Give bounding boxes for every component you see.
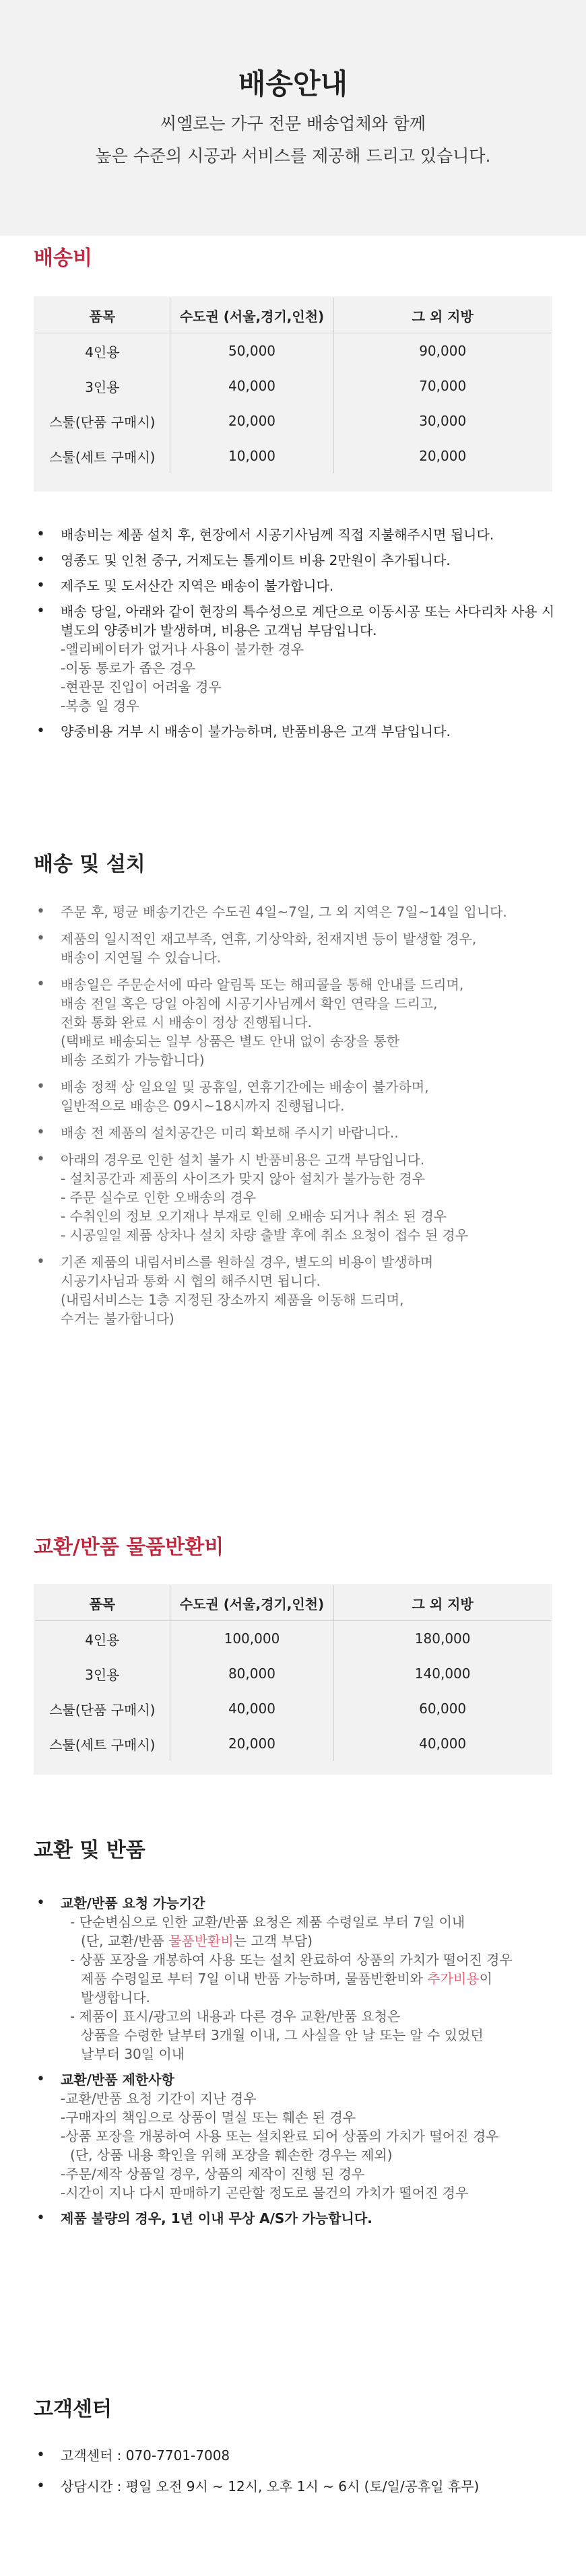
table-cell: 3인용	[85, 378, 120, 395]
list-subitem: -이동 통로가 좁은 경우	[61, 660, 196, 676]
table-cell: 180,000	[334, 1621, 551, 1657]
list-item: • 배송 당일, 아래와 같이 현장의 특수성으로 계단으로 이동시공 또는 사다리차 사용 시 별도의 양중비가 발생하며, 비용은 고객님 부담입니다. -엘리베이터가 없거나 사용이 불가한 경우 -이동 통로가 좁은 경우 -현관문 진입이 어려울 경우 -복층 일 경우	[34, 602, 566, 715]
list-item: • 교환/반품 요청 가능기간 - 단순변심으로 인한 교환/반품 요청은 제품 수령일로 부터 7일 이내 (단, 교환/반품 물품반환비는 고객 부담) - 상품 포장을 개봉하여 사용 또는 설치 완료하여 상품의 가치가 떨어진 경우 제품 수령일로 부터 7일 이내 반품 가능하며, 물품반환비와 추가비용이 발생합니다. - 제품이 표시/광고의 내용과 다른 경우 교환/반품 요청은 상품을 수령한 날부터 3개월 이내, 그 사실을 안 날 또는 알 수 있었던 날부터 30일 이내	[34, 1894, 566, 2063]
page-title: 배송안내	[238, 67, 348, 100]
return-fee-table	[35, 1585, 551, 1761]
customer-center-info	[34, 2446, 566, 2503]
list-subitem: -복층 일 경우	[61, 698, 139, 714]
list-item: • 기존 제품의 내림서비스를 원하실 경우, 별도의 비용이 발생하며 시공기사님과 통화 시 협의 해주시면 됩니다. (내림서비스는 1층 지정된 장소까지 제품을 이동해 드리며, 수거는 불가합니다)	[34, 1253, 566, 1328]
table-cell: 40,000	[170, 1691, 334, 1726]
table-cell: 4인용	[85, 1631, 120, 1648]
table-cell: 40,000	[334, 1726, 551, 1761]
column-header-metro: 수도권 (서울,경기,인천)	[170, 298, 334, 333]
list-subitem: -현관문 진입이 어려울 경우	[61, 679, 222, 695]
delivery-notes	[34, 902, 566, 1336]
section-title-customer-center: 고객센터	[34, 2398, 112, 2421]
table-cell: 20,000	[334, 438, 551, 473]
shipping-fee-table	[35, 298, 551, 473]
table-cell: 10,000	[170, 438, 334, 473]
hero-subtitle-line-1: 씨엘로는 가구 전문 배송업체와 함께	[160, 114, 426, 133]
return-fee-table-panel	[34, 1584, 552, 1775]
section-title-shipping-fee: 배송비	[34, 246, 92, 270]
table-cell: 100,000	[170, 1621, 334, 1657]
table-cell: 30,000	[334, 403, 551, 438]
list-item: • 제주도 및 도서산간 지역은 배송이 불가합니다.	[34, 576, 566, 595]
table-cell: 스툴(단품 구매시)	[49, 1701, 156, 1718]
list-item: • 배송 정책 상 일요일 및 공휴일, 연휴기간에는 배송이 불가하며, 일반적으로 배송은 09시~18시까지 진행됩니다.	[34, 1078, 566, 1115]
list-item: • 배송일은 주문순서에 따라 알림톡 또는 해피콜을 통해 안내를 드리며, 배송 전일 혹은 당일 아침에 시공기사님께서 확인 연락을 드리고, 전화 통화 완료 시 배송이 정상 진행됩니다. (택배로 배송되는 일부 상품은 별도 안내 없이 송장을 통한 배송 조회가 가능합니다)	[34, 975, 566, 1069]
table-cell: 60,000	[334, 1691, 551, 1726]
list-item: • 교환/반품 제한사항 -교환/반품 요청 기간이 지난 경우 -구매자의 책임으로 상품이 멸실 또는 훼손 된 경우 -상품 포장을 개봉하여 사용 또는 설치완료 되어 상품의 가치가 떨어진 경우 (단, 상품 내용 확인을 위해 포장을 훼손한 경우는 제외) -주문/제작 상품일 경우, 상품의 제작이 진행 된 경우 -시간이 지나 다시 판매하기 곤란할 정도로 물건의 가치가 떨어진 경우	[34, 2070, 566, 2202]
table-cell: 20,000	[170, 403, 334, 438]
list-item: • 제품 불량의 경우, 1년 이내 무상 A/S가 가능합니다.	[34, 2209, 566, 2228]
table-cell: 80,000	[170, 1656, 334, 1691]
list-item: • 배송 전 제품의 설치공간은 미리 확보해 주시기 바랍니다..	[34, 1123, 566, 1142]
list-item: • 영종도 및 인천 중구, 거제도는 톨게이트 비용 2만원이 추가됩니다.	[34, 551, 566, 570]
table-row	[35, 368, 551, 403]
section-title-delivery-install: 배송 및 설치	[34, 853, 145, 876]
column-header-metro: 수도권 (서울,경기,인천)	[170, 1585, 334, 1621]
table-cell: 50,000	[170, 333, 334, 369]
list-item: • 양중비용 거부 시 배송이 불가능하며, 반품비용은 고객 부담입니다.	[34, 722, 566, 741]
shipping-fee-table-panel	[34, 296, 552, 492]
column-header-item: 품목	[35, 1585, 170, 1621]
table-cell: 스툴(세트 구매시)	[49, 449, 156, 465]
table-cell: 스툴(단품 구매시)	[49, 414, 156, 430]
shipping-fee-notes	[34, 525, 566, 748]
section-title-return-fee: 교환/반품 물품반환비	[34, 1535, 224, 1559]
table-cell: 3인용	[85, 1666, 120, 1683]
list-item: • 주문 후, 평균 배송기간은 수도권 4일~7일, 그 외 지역은 7일~14일 입니다.	[34, 902, 566, 921]
table-row	[35, 333, 551, 369]
table-header-row	[35, 1585, 551, 1621]
exchange-notes	[34, 1894, 566, 2235]
table-row	[35, 1621, 551, 1657]
table-cell: 140,000	[334, 1656, 551, 1691]
table-header-row	[35, 298, 551, 333]
column-header-item: 품목	[35, 298, 170, 333]
list-item: • 고객센터 : 070-7701-7008	[34, 2446, 566, 2465]
table-row	[35, 438, 551, 473]
table-cell: 4인용	[85, 343, 120, 360]
list-subitem: -엘리베이터가 없거나 사용이 불가한 경우	[61, 641, 304, 657]
hero-subtitle-line-2: 높은 수준의 시공과 서비스를 제공해 드리고 있습니다.	[95, 146, 491, 166]
table-cell: 스툴(세트 구매시)	[49, 1736, 156, 1753]
table-row	[35, 1656, 551, 1691]
hero-banner	[0, 0, 586, 236]
table-row	[35, 1691, 551, 1726]
list-item: • 배송비는 제품 설치 후, 현장에서 시공기사님께 직접 지불해주시면 됩니다.	[34, 525, 566, 544]
section-title-exchange-return: 교환 및 반품	[34, 1839, 145, 1862]
table-cell: 20,000	[170, 1726, 334, 1761]
table-cell: 70,000	[334, 368, 551, 403]
list-item: • 제품의 일시적인 재고부족, 연휴, 기상악화, 천재지변 등이 발생할 경우, 배송이 지연될 수 있습니다.	[34, 929, 566, 967]
table-row	[35, 403, 551, 438]
column-header-other: 그 외 지방	[334, 1585, 551, 1621]
list-item: • 상담시간 : 평일 오전 9시 ~ 12시, 오후 1시 ~ 6시 (토/일/공휴일 휴무)	[34, 2477, 566, 2496]
table-row	[35, 1726, 551, 1761]
table-cell: 90,000	[334, 333, 551, 369]
column-header-other: 그 외 지방	[334, 298, 551, 333]
list-item: • 아래의 경우로 인한 설치 불가 시 반품비용은 고객 부담입니다. - 설치공간과 제품의 사이즈가 맞지 않아 설치가 불가능한 경우 - 주문 실수로 인한 오배송의 경우 - 수취인의 정보 오기재나 부재로 인해 오배송 되거나 취소 된 경우 - 시공일일 제품 상차나 설치 차량 출발 후에 취소 요청이 접수 된 경우	[34, 1150, 566, 1245]
table-cell: 40,000	[170, 368, 334, 403]
